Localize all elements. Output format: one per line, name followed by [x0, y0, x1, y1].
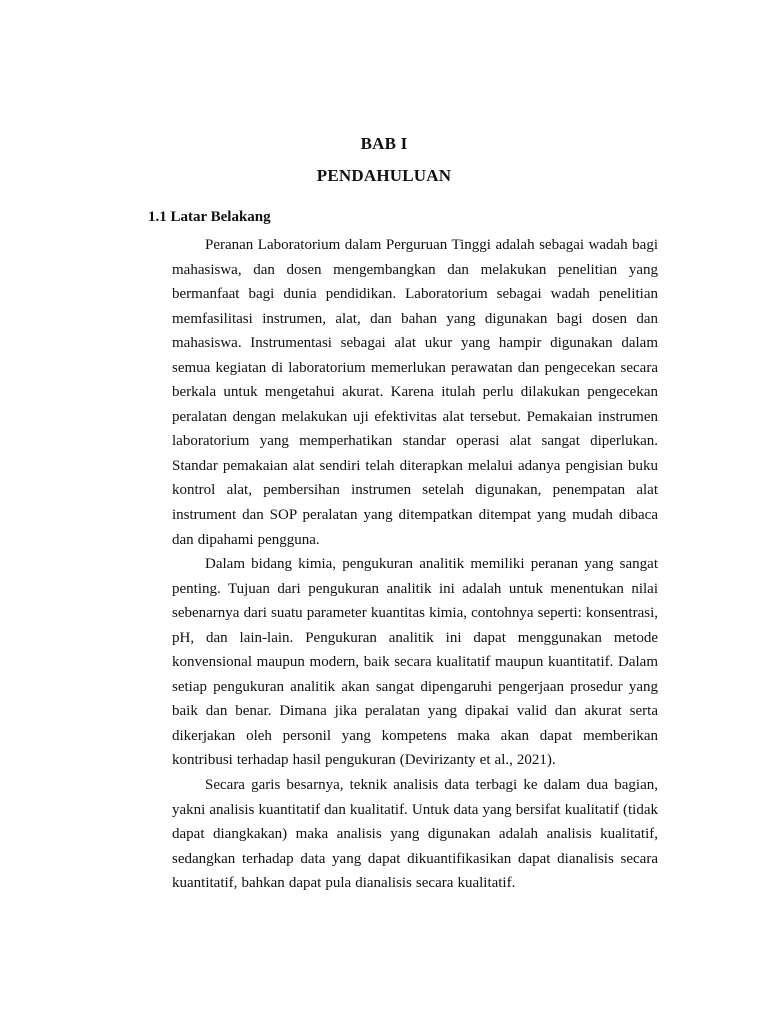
section-heading: 1.1 Latar Belakang — [148, 209, 271, 225]
paragraph: Peranan Laboratorium dalam Perguruan Tinggi adalah sebagai wadah bagi mahasiswa, dan dosen mengembangkan dan melakukan penelitian yang bermanfaat bagi dunia pendidikan. Laboratorium sebagai wadah penelitian memfasilitasi instrumen, alat, dan bahan yang digunakan bagi dosen dan mahasiswa. Instrumentasi sebagai alat ukur yang hampir digunakan dalam semua kegiatan di laboratorium memerlukan perawatan dan pengecekan secara berkala untuk mengetahui akurat. Karena itulah perlu dilakukan pengecekan peralatan dengan melakukan uji efektivitas alat tersebut. Pemakaian instrumen laboratorium yang memperhatikan standar operasi alat sangat diperlukan. Standar pemakaian alat sendiri telah diterapkan melalui adanya pengisian buku kontrol alat, pembersihan instrumen setelah digunakan, penempatan alat instrument dan SOP peralatan yang ditempatkan ditempat yang mudah dibaca dan dipahami pengguna. — [172, 237, 658, 548]
paragraph: Dalam bidang kimia, pengukuran analitik memiliki peranan yang sangat penting. Tujuan dari pengukuran analitik ini adalah untuk menentukan nilai sebenarnya dari suatu parameter kuantitas kimia, contohnya seperti: konsentrasi, pH, dan lain-lain. Pengukuran analitik ini dapat menggunakan metode konvensional maupun modern, baik secara kualitatif maupun kuantitatif. Dalam setiap pengukuran analitik akan sangat dipengaruhi pengerjaan prosedur yang baik dan benar. Dimana jika peralatan yang dipakai valid dan akurat serta dikerjakan oleh personil yang kompetens maka akan dapat memberikan kontribusi terhadap hasil pengukuran (Devirizanty et al., 2021). — [172, 556, 658, 769]
chapter-label: BAB I — [360, 134, 408, 153]
chapter-title: PENDAHULUAN — [316, 166, 452, 185]
section-body — [172, 233, 658, 896]
paragraph: Secara garis besarnya, teknik analisis data terbagi ke dalam dua bagian, yakni analisis kuantitatif dan kualitatif. Untuk data yang bersifat kualitatif (tidak dapat diangkakan) maka analisis yang digunakan adalah analisis kualitatif, sedangkan terhadap data yang dapat dikuantifikasikan dapat dianalisis secara kuantitatif, bahkan dapat pula dianalisis secara kualitatif. — [172, 777, 658, 892]
